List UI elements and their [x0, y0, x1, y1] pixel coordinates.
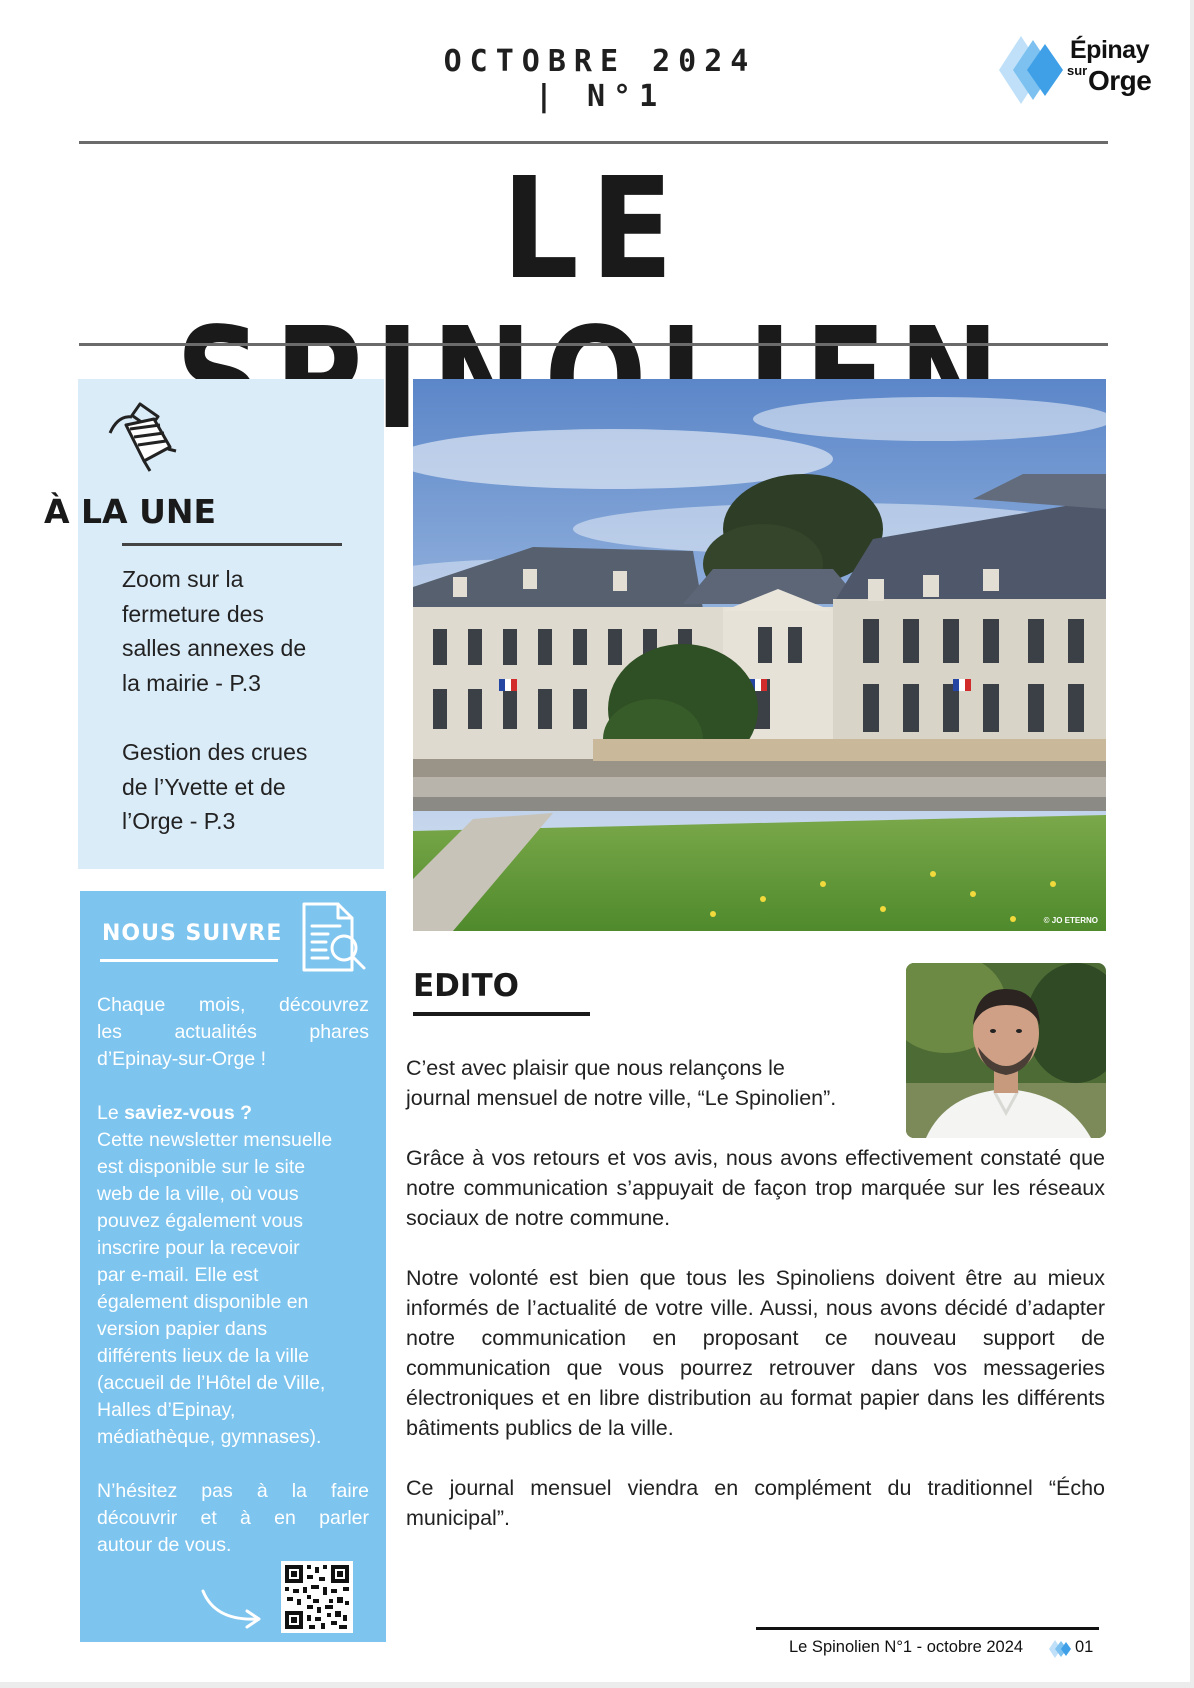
- logo-text-epinay: Épinay: [1070, 36, 1149, 64]
- logo-text-orge: Orge: [1088, 65, 1152, 96]
- suivre-line: inscrire pour la recevoir: [97, 1237, 300, 1259]
- qr-code[interactable]: [281, 1561, 353, 1633]
- edito-paragraph-3: Notre volonté est bien que tous les Spinoliens doivent être au mieux informés de l’actualité de votre ville. Aussi, nous avons décidé d’adapter notre communication en proposant ce nouveau support de communication que vous pourrez retrouver dans vos messageries électroniques et en libre distribution au format papier dans les différents bâtiments publics de la ville.: [406, 1266, 1105, 1440]
- une-line: salles annexes de: [122, 635, 307, 661]
- suivre-line: web de la ville, où vous: [97, 1183, 299, 1205]
- suivre-line: différents lieux de la ville: [97, 1345, 310, 1367]
- suivre-line: Halles d’Epinay,: [97, 1399, 236, 1421]
- suivre-line: Chaque mois, découvrez: [97, 994, 369, 1016]
- edito-heading: EDITO: [413, 968, 519, 1004]
- une-item-annexes[interactable]: [122, 562, 342, 700]
- mayor-portrait: [906, 963, 1106, 1138]
- suivre-line: version papier dans: [97, 1318, 268, 1340]
- document-search-icon: [300, 900, 370, 975]
- a-la-une-heading: À LA UNE: [44, 492, 217, 531]
- qr-code-icon: [281, 1561, 353, 1633]
- une-item-crues[interactable]: [122, 735, 342, 839]
- edito-paragraph-2: Grâce à vos retours et vos avis, nous avons effectivement constaté que notre communication s’appuyait de façon trop marquée sur les réseaux sociaux de notre commune.: [406, 1146, 1105, 1230]
- suivre-line: (accueil de l’Hôtel de Ville,: [97, 1372, 326, 1394]
- suivre-line: par e-mail. Elle est: [97, 1264, 259, 1286]
- newsletter-title: LE: [501, 148, 686, 311]
- edito-line: journal mensuel de notre ville, “Le Spinolien”.: [406, 1086, 837, 1110]
- suivre-line: pouvez également vous: [97, 1210, 303, 1232]
- logo-text-sur: sur: [1067, 63, 1088, 78]
- nous-suivre-underline: [100, 959, 278, 962]
- footer-rule: [756, 1627, 1099, 1630]
- suivre-line: les actualités phares: [97, 1021, 369, 1043]
- suivre-line: médiathèque, gymnases).: [97, 1426, 322, 1448]
- edito-underline: [413, 1012, 590, 1016]
- curved-arrow-icon: [197, 1585, 267, 1630]
- page-number: 01: [1075, 1638, 1094, 1656]
- logo-diamonds-icon: [995, 30, 1075, 110]
- mayor-portrait-illustration: [906, 963, 1106, 1138]
- saviez-prefix: Le: [97, 1102, 125, 1124]
- edito-paragraph-4: Ce journal mensuel viendra en complément du traditionnel “Écho municipal”.: [406, 1476, 1105, 1530]
- suivre-line: également disponible en: [97, 1291, 309, 1313]
- header-bottom-rule: [79, 343, 1108, 346]
- a-la-une-underline: [122, 543, 342, 546]
- footer-label: Le Spinolien N°1 - octobre 2024: [789, 1638, 1024, 1656]
- saviez-bold: saviez-vous ?: [124, 1102, 252, 1124]
- suivre-line: est disponible sur le site: [97, 1156, 306, 1178]
- town-hall-illustration: [413, 379, 1106, 931]
- edito-paragraph-1: [406, 1053, 836, 1113]
- footer-logo-icon: [1047, 1638, 1075, 1660]
- suivre-line: autour de vous.: [97, 1534, 232, 1556]
- spotlight-icon: [104, 395, 184, 475]
- nous-suivre-text: [97, 992, 369, 1559]
- une-line: l’Orge - P.3: [122, 808, 236, 834]
- photo-credit: © JO ETERNO: [1043, 916, 1098, 925]
- town-hall-photo: [413, 379, 1106, 931]
- town-logo[interactable]: [995, 30, 1175, 110]
- saviez-vous-line: [97, 1100, 369, 1127]
- suivre-line: Cette newsletter mensuelle: [97, 1129, 333, 1151]
- une-line: de l’Yvette et de: [122, 773, 286, 800]
- header-top-rule: [79, 141, 1108, 144]
- edito-line: C’est avec plaisir que nous relançons le: [406, 1056, 785, 1080]
- une-line: Gestion des crues: [122, 739, 308, 765]
- issue-label: OCTOBRE 2024 | N°1: [443, 44, 757, 114]
- nous-suivre-heading: NOUS SUIVRE: [102, 921, 283, 946]
- une-line: fermeture des: [122, 600, 264, 627]
- suivre-line: d’Epinay-sur-Orge !: [97, 1048, 267, 1070]
- suivre-line: N’hésitez pas à la faire: [97, 1480, 369, 1502]
- une-line: Zoom sur la: [122, 566, 244, 592]
- suivre-line: découvrir et à en parler: [97, 1507, 369, 1529]
- une-line: la mairie - P.3: [122, 669, 261, 696]
